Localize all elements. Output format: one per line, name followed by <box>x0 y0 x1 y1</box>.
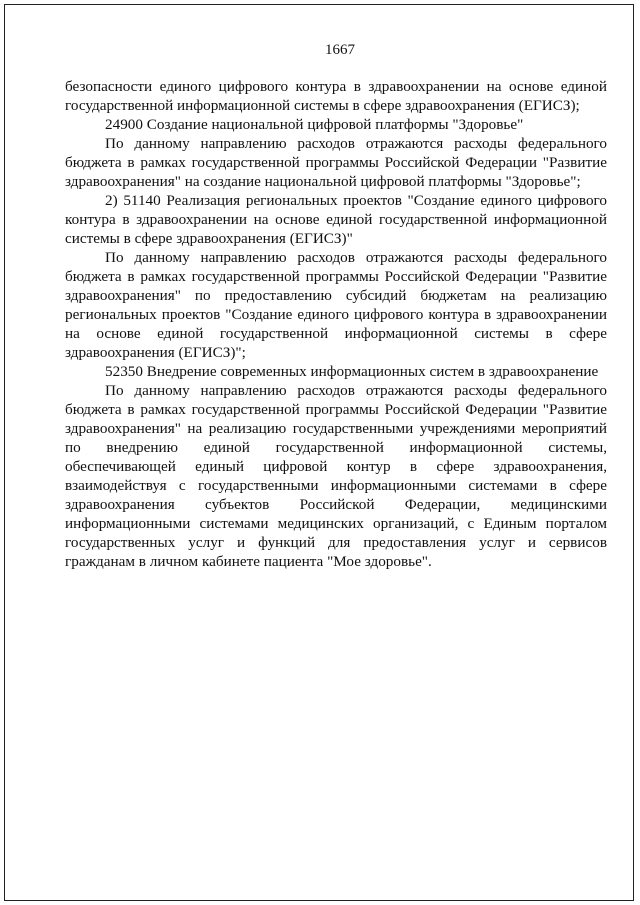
paragraph-description-51140: По данному направлению расходов отражаются расходы федерального бюджета в рамках государственной программы Российской Федерации "Развитие здравоохранения" по предоставлению субсидий бюджетам на реализацию региональных проектов "Создание единого цифрового контура в здравоохранении на основе единой государственной информационной системы в сфере здравоохранения (ЕГИСЗ)"; <box>65 249 607 361</box>
page-number: 1667 <box>325 42 355 58</box>
paragraph-continuation: безопасности единого цифрового контура в здравоохранении на основе единой государственной информационной системы в сфере здравоохранения (ЕГИСЗ); <box>65 78 607 114</box>
paragraph-code-24900: 24900 Создание национальной цифровой платформы "Здоровье" <box>105 116 524 133</box>
paragraph-code-51140: 2) 51140 Реализация региональных проектов "Создание единого цифрового контура в здравоохранении на основе единой государственной информационной системы в сфере здравоохранения (ЕГИСЗ)" <box>65 192 607 247</box>
paragraph-description-52350: По данному направлению расходов отражаются расходы федерального бюджета в рамках государственной программы Российской Федерации "Развитие здравоохранения" на реализацию государственными учреждениями мероприятий по внедрению единой государственной информационной системы, обеспечивающей единый цифровой контур в сфере здравоохранения, взаимодействуя с государственными информационными системами в сфере здравоохранения субъектов Российской Федерации, медицинскими информационными системами медицинских организаций, с Единым порталом государственных услуг и функций для предоставления услуг и сервисов гражданам в личном кабинете пациента "Мое здоровье". <box>65 382 607 570</box>
document-page <box>4 4 634 901</box>
paragraph-description-24900: По данному направлению расходов отражаются расходы федерального бюджета в рамках государственной программы Российской Федерации "Развитие здравоохранения" на создание национальной цифровой платформы "Здоровье"; <box>65 135 607 190</box>
paragraph-code-52350: 52350 Внедрение современных информационных систем в здравоохранение <box>105 363 599 380</box>
page-content <box>65 41 607 571</box>
